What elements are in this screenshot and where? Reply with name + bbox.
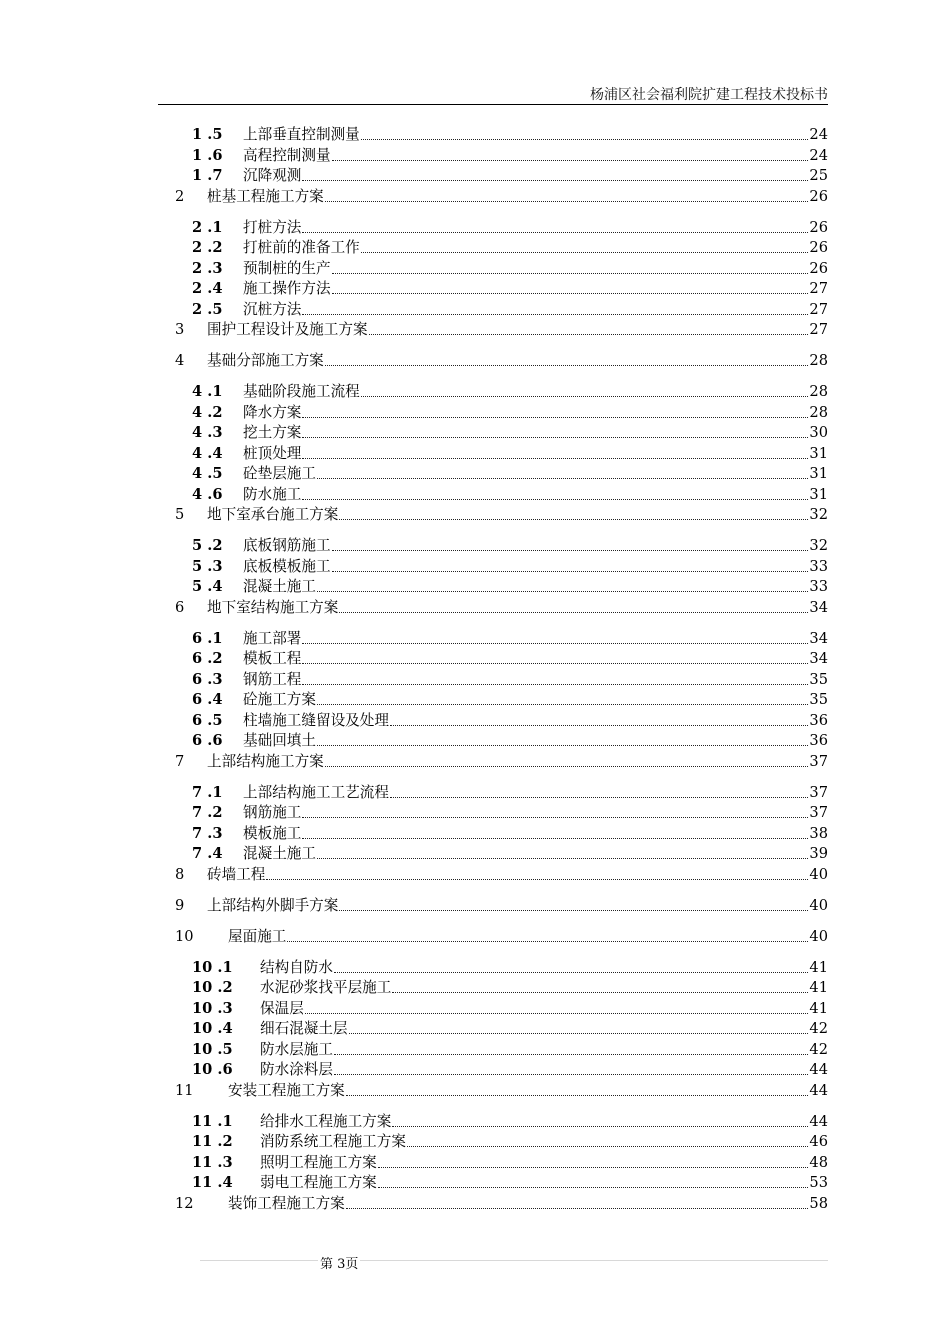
toc-entry[interactable] — [175, 1040, 828, 1060]
toc-dot-leader — [361, 252, 809, 253]
toc-entry-page: 41 — [809, 999, 828, 1017]
toc-entry-page: 34 — [809, 598, 828, 616]
toc-entry-title: 细石混凝土层 — [260, 1020, 348, 1037]
toc-entry-number: 1 .7 — [192, 167, 223, 184]
toc-entry-number: 5 .3 — [192, 557, 223, 575]
toc-entry-number: 4 .5 — [192, 465, 223, 482]
toc-entry-title: 沉降观测 — [243, 167, 302, 184]
toc-entry[interactable] — [175, 1153, 828, 1173]
toc-entry[interactable] — [175, 146, 828, 166]
toc-entry-title: 安装工程施工方案 — [228, 1081, 345, 1099]
toc-dot-leader — [266, 879, 808, 880]
toc-dot-leader — [305, 1013, 809, 1014]
toc-entry-page: 36 — [809, 732, 828, 749]
toc-entry-page: 35 — [809, 691, 828, 708]
toc-dot-leader — [325, 365, 809, 366]
toc-entry-title: 钢筋施工 — [243, 804, 302, 821]
toc-dot-leader — [287, 941, 808, 942]
toc-entry-page: 31 — [809, 444, 828, 462]
toc-dot-leader — [392, 1126, 808, 1127]
toc-entry-title: 基础分部施工方案 — [207, 352, 324, 369]
toc-entry-number: 2 — [175, 187, 185, 205]
toc-entry-title: 挖土方案 — [243, 424, 302, 441]
toc-entry-number: 11 .1 — [192, 1112, 233, 1130]
toc-dot-leader — [317, 704, 808, 705]
toc-entry[interactable] — [175, 629, 828, 649]
toc-dot-leader — [390, 797, 808, 798]
toc-entry[interactable] — [175, 598, 828, 618]
toc-entry[interactable] — [175, 1081, 828, 1101]
toc-dot-leader — [317, 591, 808, 592]
toc-entry-page: 53 — [809, 1174, 828, 1191]
toc-entry-page: 42 — [809, 1020, 828, 1037]
toc-entry-number: 10 .6 — [192, 1061, 233, 1078]
toc-dot-leader — [349, 1033, 809, 1034]
toc-dot-leader — [407, 1146, 808, 1147]
toc-entry-title: 高程控制测量 — [243, 146, 331, 164]
toc-entry-page: 31 — [809, 465, 828, 482]
toc-entry-number: 7 .2 — [192, 804, 223, 821]
toc-entry-number: 4 — [175, 352, 185, 369]
toc-entry-title: 打桩方法 — [243, 218, 302, 236]
toc-entry-page: 26 — [809, 187, 828, 205]
toc-dot-leader — [302, 499, 808, 500]
toc-entry-page: 40 — [809, 927, 828, 945]
toc-dot-leader — [302, 817, 808, 818]
toc-dot-leader — [302, 643, 808, 644]
toc-entry-number: 11 .2 — [192, 1133, 233, 1150]
toc-entry-number: 4 .2 — [192, 403, 223, 421]
toc-entry-page: 38 — [809, 824, 828, 842]
toc-dot-leader — [332, 293, 809, 294]
toc-entry-page: 24 — [809, 146, 828, 164]
toc-entry-page: 41 — [809, 958, 828, 976]
toc-dot-leader — [302, 838, 808, 839]
toc-entry[interactable] — [175, 444, 828, 464]
toc-dot-leader — [390, 725, 808, 726]
toc-entry[interactable] — [175, 403, 828, 423]
toc-entry-page: 26 — [809, 259, 828, 277]
toc-entry-number: 4 .3 — [192, 424, 223, 441]
toc-entry-number: 11 .3 — [192, 1153, 233, 1171]
toc-entry-number: 11 — [175, 1081, 194, 1099]
toc-dot-leader — [334, 972, 808, 973]
toc-dot-leader — [339, 612, 808, 613]
toc-entry-title: 模板施工 — [243, 824, 302, 842]
toc-entry-number: 6 — [175, 598, 185, 616]
toc-entry-page: 26 — [809, 239, 828, 256]
toc-entry-number: 10 .2 — [192, 979, 233, 996]
toc-dot-leader — [361, 396, 809, 397]
toc-dot-leader — [392, 992, 808, 993]
toc-entry-title: 弱电工程施工方案 — [260, 1174, 377, 1191]
toc-entry-page: 32 — [809, 537, 828, 554]
toc-entry[interactable] — [175, 958, 828, 978]
toc-entry-number: 5 .4 — [192, 578, 223, 595]
toc-dot-leader — [361, 139, 809, 140]
toc-entry-title: 桩基工程施工方案 — [207, 187, 324, 205]
toc-entry[interactable] — [175, 259, 828, 279]
toc-dot-leader — [302, 180, 808, 181]
toc-dot-leader — [339, 519, 808, 520]
toc-entry-page: 37 — [809, 752, 828, 770]
toc-entry[interactable] — [175, 125, 828, 145]
toc-entry-number: 6 .1 — [192, 629, 223, 647]
toc-entry-title: 基础阶段施工流程 — [243, 383, 360, 400]
toc-entry[interactable] — [175, 485, 828, 505]
toc-dot-leader — [302, 458, 808, 459]
toc-entry[interactable] — [175, 649, 828, 669]
toc-entry-title: 模板工程 — [243, 650, 302, 667]
toc-entry-title: 施工操作方法 — [243, 280, 331, 297]
footer-divider — [200, 1260, 828, 1261]
toc-entry-page: 28 — [809, 383, 828, 400]
toc-entry-page: 44 — [809, 1061, 828, 1078]
toc-dot-leader — [339, 910, 808, 911]
toc-entry-page: 30 — [809, 424, 828, 441]
toc-entry-title: 桩顶处理 — [243, 444, 302, 462]
toc-entry-number: 1 .5 — [192, 126, 223, 143]
toc-entry-page: 37 — [809, 804, 828, 821]
toc-entry-number: 7 — [175, 752, 185, 770]
toc-entry-page: 27 — [809, 321, 828, 338]
toc-entry[interactable] — [175, 536, 828, 556]
toc-entry-title: 水泥砂浆找平层施工 — [260, 979, 392, 996]
toc-entry-page: 26 — [809, 218, 828, 236]
toc-entry-page: 42 — [809, 1040, 828, 1058]
toc-dot-leader — [302, 684, 808, 685]
toc-entry-title: 照明工程施工方案 — [260, 1153, 377, 1171]
toc-entry[interactable] — [175, 865, 828, 885]
toc-entry[interactable] — [175, 1194, 828, 1214]
toc-entry-page: 25 — [809, 167, 828, 184]
toc-entry[interactable] — [175, 711, 828, 731]
toc-entry[interactable] — [175, 690, 828, 710]
toc-entry[interactable] — [175, 166, 828, 186]
toc-entry[interactable] — [175, 1112, 828, 1132]
toc-entry-title: 围护工程设计及施工方案 — [207, 321, 368, 338]
toc-entry-page: 58 — [809, 1194, 828, 1212]
toc-entry-page: 36 — [809, 711, 828, 729]
toc-dot-leader — [302, 437, 808, 438]
toc-dot-leader — [317, 745, 808, 746]
toc-entry-title: 防水层施工 — [260, 1040, 333, 1058]
toc-entry[interactable] — [175, 844, 828, 864]
toc-entry-number: 5 — [175, 506, 185, 523]
toc-entry[interactable] — [175, 1019, 828, 1039]
toc-dot-leader — [332, 160, 809, 161]
toc-dot-leader — [378, 1167, 809, 1168]
toc-entry-title: 地下室结构施工方案 — [207, 598, 339, 616]
toc-entry[interactable] — [175, 1173, 828, 1193]
toc-entry-number: 6 .2 — [192, 650, 223, 667]
toc-entry[interactable] — [175, 505, 828, 525]
toc-entry-number: 2 .3 — [192, 259, 223, 277]
toc-entry-title: 预制桩的生产 — [243, 259, 331, 277]
toc-entry[interactable] — [175, 803, 828, 823]
toc-dot-leader — [334, 1074, 808, 1075]
toc-entry-number: 2 .4 — [192, 280, 223, 297]
toc-entry-title: 上部结构施工工艺流程 — [243, 783, 389, 801]
toc-entry-number: 7 .3 — [192, 824, 223, 842]
toc-entry-page: 27 — [809, 300, 828, 318]
toc-entry-page: 24 — [809, 126, 828, 143]
toc-entry-page: 28 — [809, 352, 828, 369]
toc-dot-leader — [302, 314, 808, 315]
toc-entry[interactable] — [175, 187, 828, 207]
toc-entry[interactable] — [175, 999, 828, 1019]
toc-entry-title: 装饰工程施工方案 — [228, 1194, 345, 1212]
toc-entry-page: 27 — [809, 280, 828, 297]
toc-entry-title: 砼垫层施工 — [243, 465, 316, 482]
toc-entry[interactable] — [175, 351, 828, 371]
toc-entry-title: 地下室承台施工方案 — [207, 506, 339, 523]
toc-entry-title: 降水方案 — [243, 403, 302, 421]
toc-dot-leader — [378, 1187, 809, 1188]
toc-entry[interactable] — [175, 279, 828, 299]
footer-page-number: 第 3页 — [320, 1257, 359, 1272]
toc-entry-number: 6 .6 — [192, 732, 223, 749]
toc-entry-title: 给排水工程施工方案 — [260, 1112, 392, 1130]
toc-entry-number: 5 .2 — [192, 537, 223, 554]
toc-entry-number: 3 — [175, 321, 185, 338]
toc-dot-leader — [334, 1054, 808, 1055]
toc-entry-page: 34 — [809, 629, 828, 647]
toc-dot-leader — [369, 334, 809, 335]
toc-entry-number: 2 .1 — [192, 218, 223, 236]
toc-dot-leader — [302, 417, 808, 418]
toc-entry[interactable] — [175, 1132, 828, 1152]
toc-entry-page: 40 — [809, 865, 828, 883]
toc-entry-title: 钢筋工程 — [243, 670, 302, 688]
toc-entry-number: 10 .1 — [192, 958, 233, 976]
toc-entry-number: 12 — [175, 1194, 194, 1212]
toc-entry-page: 40 — [809, 896, 828, 914]
toc-entry-page: 46 — [809, 1133, 828, 1150]
toc-dot-leader — [317, 478, 808, 479]
toc-entry-page: 37 — [809, 783, 828, 801]
toc-entry-page: 28 — [809, 403, 828, 421]
toc-entry[interactable] — [175, 783, 828, 803]
toc-entry-page: 44 — [809, 1081, 828, 1099]
toc-entry[interactable] — [175, 824, 828, 844]
toc-entry-title: 基础回填土 — [243, 732, 316, 749]
toc-entry-number: 6 .4 — [192, 691, 223, 708]
toc-entry-title: 底板模板施工 — [243, 557, 331, 575]
toc-entry-title: 混凝土施工 — [243, 845, 316, 862]
toc-dot-leader — [302, 663, 808, 664]
toc-entry-title: 上部垂直控制测量 — [243, 126, 360, 143]
toc-entry[interactable] — [175, 238, 828, 258]
toc-entry[interactable] — [175, 300, 828, 320]
toc-entry-number: 7 .1 — [192, 783, 223, 801]
toc-entry-number: 10 .5 — [192, 1040, 233, 1058]
toc-entry-page: 44 — [809, 1112, 828, 1130]
toc-entry-number: 6 .3 — [192, 670, 223, 688]
toc-entry-page: 31 — [809, 485, 828, 503]
toc-entry-title: 柱墙施工缝留设及处理 — [243, 711, 389, 729]
toc-entry-page: 35 — [809, 670, 828, 688]
toc-entry-title: 防水涂料层 — [260, 1061, 333, 1078]
toc-entry-number: 2 .2 — [192, 239, 223, 256]
toc-entry-page: 32 — [809, 506, 828, 523]
toc-entry-page: 34 — [809, 650, 828, 667]
toc-entry[interactable] — [175, 464, 828, 484]
toc-entry-number: 4 .1 — [192, 383, 223, 400]
toc-entry-number: 4 .4 — [192, 444, 223, 462]
toc-entry[interactable] — [175, 670, 828, 690]
toc-dot-leader — [332, 571, 809, 572]
toc-dot-leader — [346, 1095, 809, 1096]
toc-entry-number: 8 — [175, 865, 185, 883]
toc-entry[interactable] — [175, 896, 828, 916]
toc-entry[interactable] — [175, 731, 828, 751]
toc-entry[interactable] — [175, 1060, 828, 1080]
toc-entry[interactable] — [175, 927, 828, 947]
toc-entry-number: 6 .5 — [192, 711, 223, 729]
toc-entry-page: 48 — [809, 1153, 828, 1171]
toc-entry-number: 1 .6 — [192, 146, 223, 164]
toc-entry-page: 39 — [809, 845, 828, 862]
toc-entry-title: 保温层 — [260, 999, 304, 1017]
toc-entry-number: 4 .6 — [192, 485, 223, 503]
toc-entry-title: 上部结构外脚手方案 — [207, 896, 339, 914]
toc-entry[interactable] — [175, 320, 828, 340]
toc-dot-leader — [346, 1208, 809, 1209]
toc-entry-page: 33 — [809, 557, 828, 575]
toc-entry-title: 沉桩方法 — [243, 300, 302, 318]
toc-entry-page: 33 — [809, 578, 828, 595]
toc-dot-leader — [332, 273, 809, 274]
toc-dot-leader — [325, 201, 809, 202]
toc-entry-number: 10 .4 — [192, 1020, 233, 1037]
toc-entry[interactable] — [175, 423, 828, 443]
header-title: 杨浦区社会福利院扩建工程技术投标书 — [590, 87, 828, 103]
toc-entry[interactable] — [175, 557, 828, 577]
toc-entry-title: 屋面施工 — [228, 927, 287, 945]
toc-entry-title: 上部结构施工方案 — [207, 752, 324, 770]
toc-entry-title: 砼施工方案 — [243, 691, 316, 708]
toc-entry-title: 打桩前的准备工作 — [243, 239, 360, 256]
toc-entry-title: 底板钢筋施工 — [243, 537, 331, 554]
toc-entry-number: 7 .4 — [192, 845, 223, 862]
toc-entry-title: 砖墙工程 — [207, 865, 266, 883]
toc-entry-title: 结构自防水 — [260, 958, 333, 976]
toc-dot-leader — [325, 766, 809, 767]
toc-entry-number: 11 .4 — [192, 1174, 233, 1191]
toc-entry-title: 消防系统工程施工方案 — [260, 1133, 406, 1150]
toc-dot-leader — [332, 550, 809, 551]
toc-entry-title: 防水施工 — [243, 485, 302, 503]
toc-entry-number: 10 — [175, 927, 194, 945]
toc-entry[interactable] — [175, 752, 828, 772]
toc-entry-page: 41 — [809, 979, 828, 996]
toc-entry-title: 施工部署 — [243, 629, 302, 647]
toc-dot-leader — [317, 858, 808, 859]
toc-dot-leader — [302, 232, 808, 233]
toc-entry[interactable] — [175, 218, 828, 238]
toc-entry-number: 9 — [175, 896, 185, 914]
toc-entry[interactable] — [175, 978, 828, 998]
toc-entry[interactable] — [175, 382, 828, 402]
toc-entry-number: 10 .3 — [192, 999, 233, 1017]
toc-entry-title: 混凝土施工 — [243, 578, 316, 595]
toc-entry-number: 2 .5 — [192, 300, 223, 318]
toc-entry[interactable] — [175, 577, 828, 597]
